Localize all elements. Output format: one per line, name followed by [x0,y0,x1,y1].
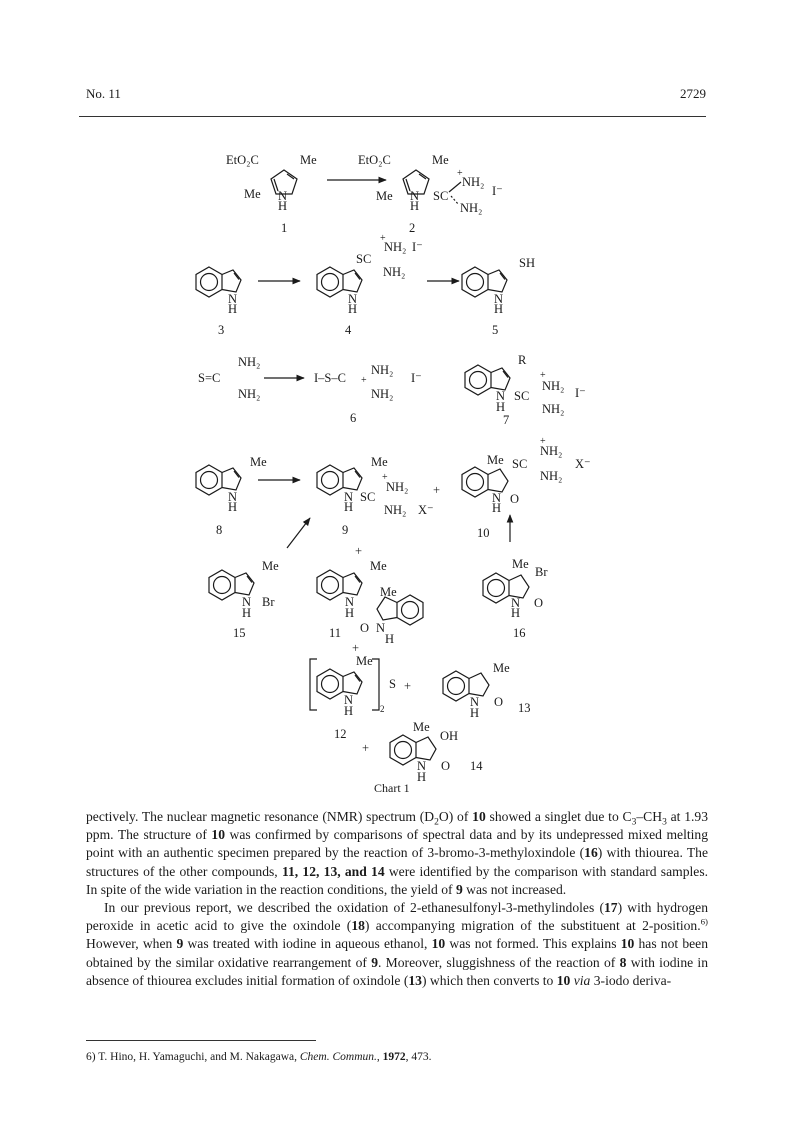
compound-7-h: H [496,400,506,414]
compound-9 [317,455,434,537]
footnote-ref-6: 6) [700,916,708,927]
compound-6-iodide: I⁻ [411,371,422,385]
compound-10-h: H [492,501,502,515]
compound-10-n: N [492,491,502,505]
compound-15-me: Me [262,559,279,573]
compound-14-o: O [441,759,451,773]
compound-11 [317,559,423,646]
compound-5-n: N [494,292,504,306]
compound-9-nh2-top: NH₂ [386,480,409,494]
compound-16-n: N [511,596,521,610]
compound-9-nh2-bottom: NH₂ [384,503,407,517]
compound-13-me: Me [493,661,510,675]
compound-11-h2: H [385,632,395,646]
compound-7-r: R [518,353,527,367]
compound-4-sc: SC [356,252,372,266]
compound-8-h: H [228,500,238,514]
compound-2-nh2-bottom: NH₂ [460,201,483,215]
compound-5-sh: SH [519,256,535,270]
compound-16-h: H [511,606,521,620]
compound-14 [390,720,483,784]
compound-16 [483,557,548,640]
compound-11-me-a: Me [370,559,387,573]
compound-10-nh2-top: NH₂ [540,444,563,458]
compound-number-2: 2 [409,221,416,235]
compound-9-sc: SC [360,490,376,504]
compound-2-iodide: I⁻ [492,184,503,198]
compound-10-sc: SC [512,457,528,471]
compound-14-n: N [417,759,427,773]
compound-4-nh2-top: NH₂ [384,240,407,254]
compound-1-me-top: Me [300,153,317,167]
thiourea [198,355,260,401]
compound-14-me: Me [413,720,430,734]
paragraph-1: pectively. The nuclear magnetic resonance (NMR) spectrum $(D_2O)$ of 10 showed a singlet due to $C_3-CH_3$ at 1.93 ppm. The structure of 10 was confirmed by comparisons of spectral data and by its undepressed mixed melting point with an authentic specimen prepared by the reaction of 3-bromo-3-methyloxindole (16) with thiourea. The structures of the other compounds, 11, 12, 13, and 14 were identified by the comparison with standard samples. In spite of the wide variation in the reaction conditions, the yield of 9 was not increased. [86,809,709,897]
thiourea-sc: S=C [198,371,221,385]
journal-number: No. 11 [86,86,121,101]
compound-number-14: 14 [470,759,483,773]
compound-number-4: 4 [345,323,352,337]
arrow-15-9 [287,518,310,548]
compound-10-nh2-bottom: NH₂ [540,469,563,483]
compound-2-ester: EtO₂C [358,153,391,167]
plus-11-12: + [352,641,360,655]
compound-1 [226,153,317,235]
compound-7-nh2-top: NH₂ [542,379,565,393]
compound-4-n: N [348,292,358,306]
compound-number-5: 5 [492,323,499,337]
compound-12 [310,654,396,741]
compound-12-subscript: 2 [380,704,385,714]
compound-2-sc: SC [433,189,449,203]
compound-2-plus: + [457,168,463,179]
compound-4-nh2-bottom: NH₂ [383,265,406,279]
compound-11-n: N [345,595,355,609]
compound-3-n: N [228,292,238,306]
compound-4 [317,233,423,337]
page-number: 2729 [680,86,706,101]
compound-3-h: H [228,302,238,316]
compound-number-1: 1 [281,221,288,235]
compound-5 [462,256,535,337]
compound-6-isc: I–S–C [314,371,346,385]
compound-14-h: H [417,770,427,784]
compound-number-7: 7 [503,413,510,427]
compound-15-br: Br [262,595,275,609]
compound-number-6: 6 [350,411,357,425]
compound-2-n: N [410,189,420,203]
compound-12-s: S [389,677,396,691]
compound-15-h: H [242,606,252,620]
compound-7-plus: + [540,370,546,381]
compound-10 [462,436,591,540]
compound-8 [196,455,267,537]
compound-number-15: 15 [233,626,246,640]
compound-4-iodide: I⁻ [412,240,423,254]
compound-12-me: Me [356,654,373,668]
plus-9-10: + [433,483,441,497]
thiourea-nh2-top: NH₂ [238,355,261,369]
body-text [86,808,708,990]
footnote-6: 6) T. Hino, H. Yamaguchi, and M. Nakagawa, Chem. Commun., 1972, 473. [86,1051,432,1063]
plus-9-11: + [355,544,363,558]
plus-12-14: + [362,741,370,755]
compound-number-11: 11 [329,626,342,640]
compound-9-anion: X⁻ [418,503,434,517]
compound-2-me-top: Me [432,153,449,167]
chart-caption: Chart 1 [374,781,410,795]
compound-12-n: N [344,693,354,707]
compound-7 [465,353,586,427]
compound-15-n: N [242,595,252,609]
compound-13-h: H [470,706,480,720]
compound-1-h: H [278,199,288,213]
compound-2 [358,153,503,235]
compound-6 [314,363,422,425]
compound-11-n2: N [376,621,386,635]
compound-1-n: N [278,189,288,203]
compound-16-me: Me [512,557,529,571]
compound-6-nh2-top: NH₂ [371,363,394,377]
compound-number-10: 10 [477,526,490,540]
footnote-rule [86,1040,316,1041]
compound-8-n: N [228,490,238,504]
compound-8-me: Me [250,455,267,469]
thiourea-nh2-bottom: NH₂ [238,387,261,401]
compound-10-me: Me [487,453,504,467]
compound-number-3: 3 [218,323,225,337]
compound-9-plus: + [382,472,388,483]
compound-6-nh2-bottom: NH₂ [371,387,394,401]
compound-16-br: Br [535,565,548,579]
compound-10-anion: X⁻ [575,457,591,471]
compound-1-me-bottom: Me [244,187,261,201]
compound-number-16: 16 [513,626,526,640]
compound-15 [209,559,279,640]
compound-3 [196,267,241,337]
compound-10-plus: + [540,436,546,447]
compound-2-nh2-top: NH₂ [462,175,485,189]
compound-number-12: 12 [334,727,347,741]
compound-10-o: O [510,492,520,506]
compound-9-me: Me [371,455,388,469]
compound-number-9: 9 [342,523,349,537]
compound-7-sc: SC [514,389,530,403]
compound-11-h: H [345,606,355,620]
plus-12-13: + [404,679,412,693]
compound-7-iodide: I⁻ [575,386,586,400]
compound-11-o: O [360,621,370,635]
compound-9-n: N [344,490,354,504]
compound-13 [443,661,531,720]
compound-6-plus: + [361,375,367,386]
compound-12-h: H [344,704,354,718]
compound-14-oh: OH [440,729,459,743]
paragraph-2: In our previous report, we described the oxidation of 2-ethanesulfonyl-3-methylindoles (17) with hydrogen peroxide in acetic acid to give the oxindole (18) accompanying migration of the substituent at 2-position.$^{6)}$ However, when 9 was treated with iodine in aqueous ethanol, 10 was not formed. This explains 10 has not been obtained by the similar oxidative rearrangement of 9. Moreover, sluggishness of the reaction of 8 with iodine in absence of thiourea excludes initial formation of oxindole (13) which then converts to 10 via 3-iodo deriva- [86,900,709,988]
compound-7-n: N [496,389,506,403]
compound-9-h: H [344,500,354,514]
compound-11-me-b: Me [380,585,397,599]
compound-5-h: H [494,302,504,316]
compound-16-o: O [534,596,544,610]
compound-4-h: H [348,302,358,316]
compound-13-n: N [470,695,480,709]
compound-13-o: O [494,695,504,709]
compound-7-nh2-bottom: NH₂ [542,402,565,416]
compound-2-me-bottom: Me [376,189,393,203]
compound-number-8: 8 [216,523,223,537]
compound-4-plus: + [380,233,386,244]
compound-2-h: H [410,199,420,213]
compound-1-ester: EtO₂C [226,153,259,167]
compound-number-13: 13 [518,701,531,715]
